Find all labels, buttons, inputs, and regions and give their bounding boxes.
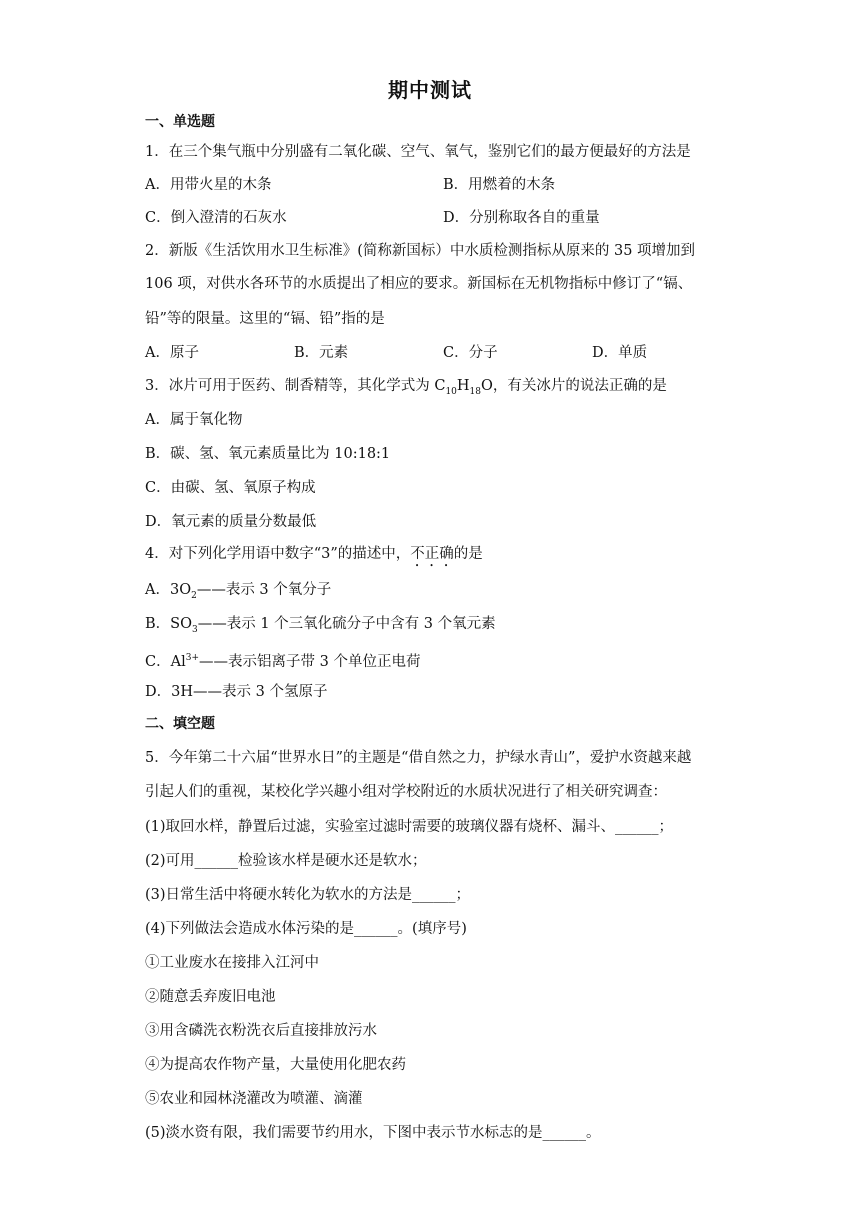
q3-formula-h: H	[456, 378, 470, 394]
q3-option-b: B．碳、氢、氧元素质量比为 10:18:1	[145, 446, 391, 462]
q3-option-a: A．属于氧化物	[145, 412, 243, 428]
q3-option-d: D．氧元素的质量分数最低	[145, 514, 317, 530]
q2-option-b: B．元素	[294, 345, 349, 361]
q5-item3: ③用含磷洗衣粉洗衣后直接排放污水	[145, 1023, 377, 1039]
q4-option-a	[145, 580, 331, 606]
q4-a-post: ——表示 3 个氧分子	[196, 582, 332, 598]
q3-formula-sub-carbon: 10	[445, 386, 457, 397]
q5-stem-line1: 5．今年第二十六届“世界水日”的主题是“借自然之力，护绿水青山”，爱护水资越来越	[145, 750, 692, 766]
q5-stem-line2: 引起人们的重视，某校化学兴趣小组对学校附近的水质状况进行了相关研究调查：	[145, 784, 667, 800]
q4-c-sup: 3+	[185, 653, 199, 663]
q4-c-post: ——表示铝离子带 3 个单位正电荷	[199, 653, 421, 670]
q4-c-pre: C．Al	[145, 653, 186, 670]
page-title: 期中测试	[388, 78, 472, 102]
q2-option-c: C．分子	[443, 345, 498, 361]
q4-option-b	[145, 614, 496, 640]
q5-item1: ①工业废水在接排入江河中	[145, 955, 319, 971]
q4-b-post: ——表示 1 个三氧化硫分子中含有 3 个氧元素	[197, 616, 496, 632]
section-heading-single-choice: 一、单选题	[145, 114, 215, 130]
q3-stem-post: O，有关冰片的说法正确的是	[481, 378, 667, 394]
q4-option-c	[145, 648, 420, 672]
q5-part1: (1)取回水样，静置后过滤，实验室过滤时需要的玻璃仪器有烧杯、漏斗、______；	[145, 819, 674, 835]
q3-option-c: C．由碳、氢、氧原子构成	[145, 480, 316, 496]
q5-part4: (4)下列做法会造成水体污染的是______。(填序号)	[145, 921, 467, 937]
q5-item5: ⑤农业和园林浇灌改为喷灌、滴灌	[145, 1091, 363, 1107]
q4-stem-emphasis: 不正确	[410, 546, 454, 562]
q1-option-a: A．用带火星的木条	[145, 177, 272, 193]
q1-option-d: D．分别称取各自的重量	[443, 210, 600, 226]
q1-stem: 1．在三个集气瓶中分别盛有二氧化碳、空气、氧气，鉴别它们的最方便最好的方法是	[145, 144, 691, 160]
q2-stem-line3: 铅”等的限量。这里的“镉、铅”指的是	[145, 311, 385, 327]
q1-option-b: B．用燃着的木条	[443, 177, 556, 193]
q5-item2: ②随意丢弃废旧电池	[145, 989, 276, 1005]
q4-stem-pre: 4．对下列化学用语中数字“3”的描述中，	[145, 546, 411, 562]
q5-item4: ④为提高农作物产量，大量使用化肥农药	[145, 1057, 406, 1073]
q3-formula-sub-hydrogen: 18	[469, 386, 481, 397]
q4-b-pre: B．SO	[145, 616, 192, 632]
q5-part2: (2)可用______检验该水样是硬水还是软水；	[145, 853, 427, 869]
q4-a-pre: A．3O	[145, 582, 192, 598]
q3-stem-pre: 3．冰片可用于医药、制香精等，其化学式为 C	[145, 378, 446, 394]
q5-part3: (3)日常生活中将硬水转化为软水的方法是______；	[145, 887, 471, 903]
q2-stem-line1: 2．新版《生活饮用水卫生标准》(简称新国标）中水质检测指标从原来的 35 项增加到	[145, 243, 696, 259]
q4-option-d: D．3H——表示 3 个氢原子	[145, 684, 328, 700]
q2-option-d: D．单质	[592, 345, 648, 361]
q3-stem	[145, 376, 667, 402]
q4-stem-post: 的是	[453, 546, 483, 562]
q4-stem	[145, 544, 483, 570]
q1-option-c: C．倒入澄清的石灰水	[145, 210, 287, 226]
q2-option-a: A．原子	[145, 345, 199, 361]
q4-a-sub: 2	[191, 590, 197, 601]
q4-b-sub: 3	[191, 624, 198, 635]
q5-part5: (5)淡水资有限，我们需要节约用水，下图中表示节水标志的是______。	[145, 1125, 601, 1141]
section-heading-fill-blank: 二、填空题	[145, 716, 215, 732]
q2-stem-line2: 106 项，对供水各环节的水质提出了相应的要求。新国标在无机物指标中修订了“镉、	[145, 276, 693, 292]
